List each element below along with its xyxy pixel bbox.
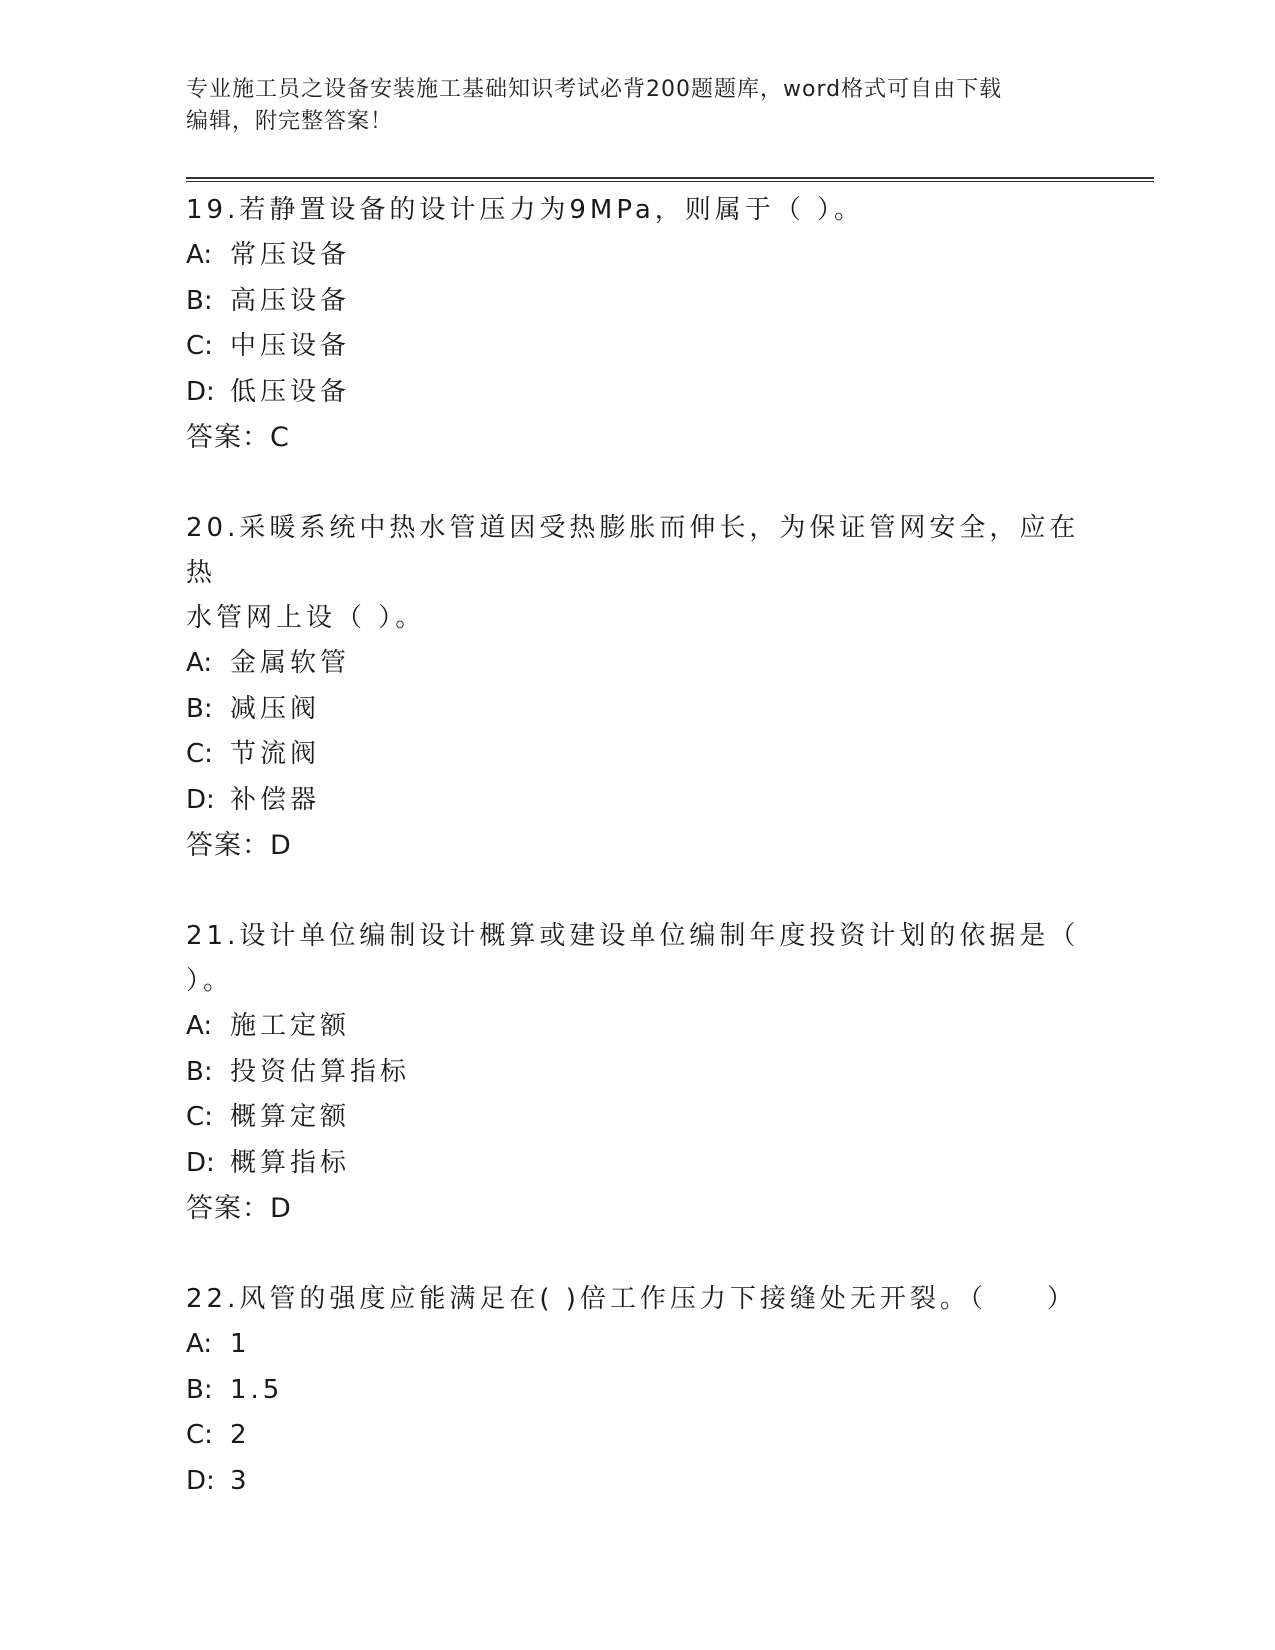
option-text: 节流阀	[230, 739, 321, 769]
option-letter: D:	[186, 784, 215, 815]
option-letter: A:	[186, 1011, 213, 1041]
header-title-line-2: 编辑，附完整答案！	[186, 109, 394, 134]
option-d	[186, 778, 1086, 824]
answer-line: 答案：C	[186, 422, 290, 453]
option-letter: B:	[186, 1056, 213, 1087]
option-text: 低压设备	[230, 376, 351, 407]
option-text: 中压设备	[230, 331, 351, 361]
option-text: 常压设备	[230, 240, 351, 270]
option-letter: C:	[186, 1102, 213, 1132]
option-a	[186, 641, 1086, 687]
question-list	[186, 188, 1086, 1550]
answer-line: 答案：D	[186, 830, 292, 861]
option-a	[186, 1322, 1086, 1368]
option-letter: B:	[186, 1374, 213, 1405]
header-divider	[186, 177, 1154, 182]
option-d	[186, 370, 1086, 416]
option-c	[186, 732, 1086, 778]
option-text: 2	[230, 1420, 251, 1450]
question-text-continued: 水管网上设（ ）。	[186, 603, 426, 633]
question-19	[186, 188, 1086, 460]
option-a	[186, 1004, 1086, 1050]
option-text: 高压设备	[230, 285, 351, 316]
option-letter: A:	[186, 240, 213, 270]
option-c	[186, 1095, 1086, 1141]
option-text: 概算指标	[230, 1147, 351, 1178]
option-letter: B:	[186, 693, 213, 724]
question-text: 22.风管的强度应能满足在( )倍工作压力下接缝处无开裂。（ ）	[186, 1284, 1077, 1314]
option-letter: C:	[186, 739, 213, 769]
option-text: 减压阀	[230, 693, 321, 724]
option-b	[186, 279, 1086, 325]
option-text: 概算定额	[230, 1102, 351, 1132]
option-letter: C:	[186, 331, 213, 361]
question-text-continued: ）。	[186, 966, 234, 996]
option-text: 金属软管	[230, 648, 351, 678]
option-b	[186, 1368, 1086, 1414]
document-header	[186, 74, 1066, 138]
option-letter: A:	[186, 648, 213, 678]
option-letter: C:	[186, 1420, 213, 1450]
option-c	[186, 324, 1086, 370]
option-b	[186, 1050, 1086, 1096]
answer-line: 答案：D	[186, 1193, 292, 1224]
question-22	[186, 1277, 1086, 1504]
option-c	[186, 1413, 1086, 1459]
option-text: 3	[230, 1465, 251, 1496]
option-letter: D:	[186, 1465, 215, 1496]
question-21	[186, 914, 1086, 1231]
option-text: 1.5	[230, 1374, 284, 1405]
option-letter: B:	[186, 285, 213, 316]
option-text: 投资估算指标	[230, 1056, 411, 1087]
option-text: 1	[230, 1329, 251, 1359]
question-text: 21.设计单位编制设计概算或建设单位编制年度投资计划的依据是（	[186, 921, 1080, 951]
option-letter: A:	[186, 1329, 213, 1359]
question-20	[186, 506, 1086, 868]
option-d	[186, 1141, 1086, 1187]
option-text: 补偿器	[230, 784, 321, 815]
question-text: 19.若静置设备的设计压力为9MPa，则属于（ ）。	[186, 195, 865, 225]
option-letter: D:	[186, 376, 215, 407]
option-a	[186, 233, 1086, 279]
option-b	[186, 687, 1086, 733]
question-text: 20.采暖系统中热水管道因受热膨胀而伸长，为保证管网安全，应在热	[186, 513, 1080, 588]
option-d	[186, 1459, 1086, 1505]
option-letter: D:	[186, 1147, 215, 1178]
header-title-line-1: 专业施工员之设备安装施工基础知识考试必背200题题库，word格式可自由下载	[186, 77, 1003, 102]
option-text: 施工定额	[230, 1011, 351, 1041]
